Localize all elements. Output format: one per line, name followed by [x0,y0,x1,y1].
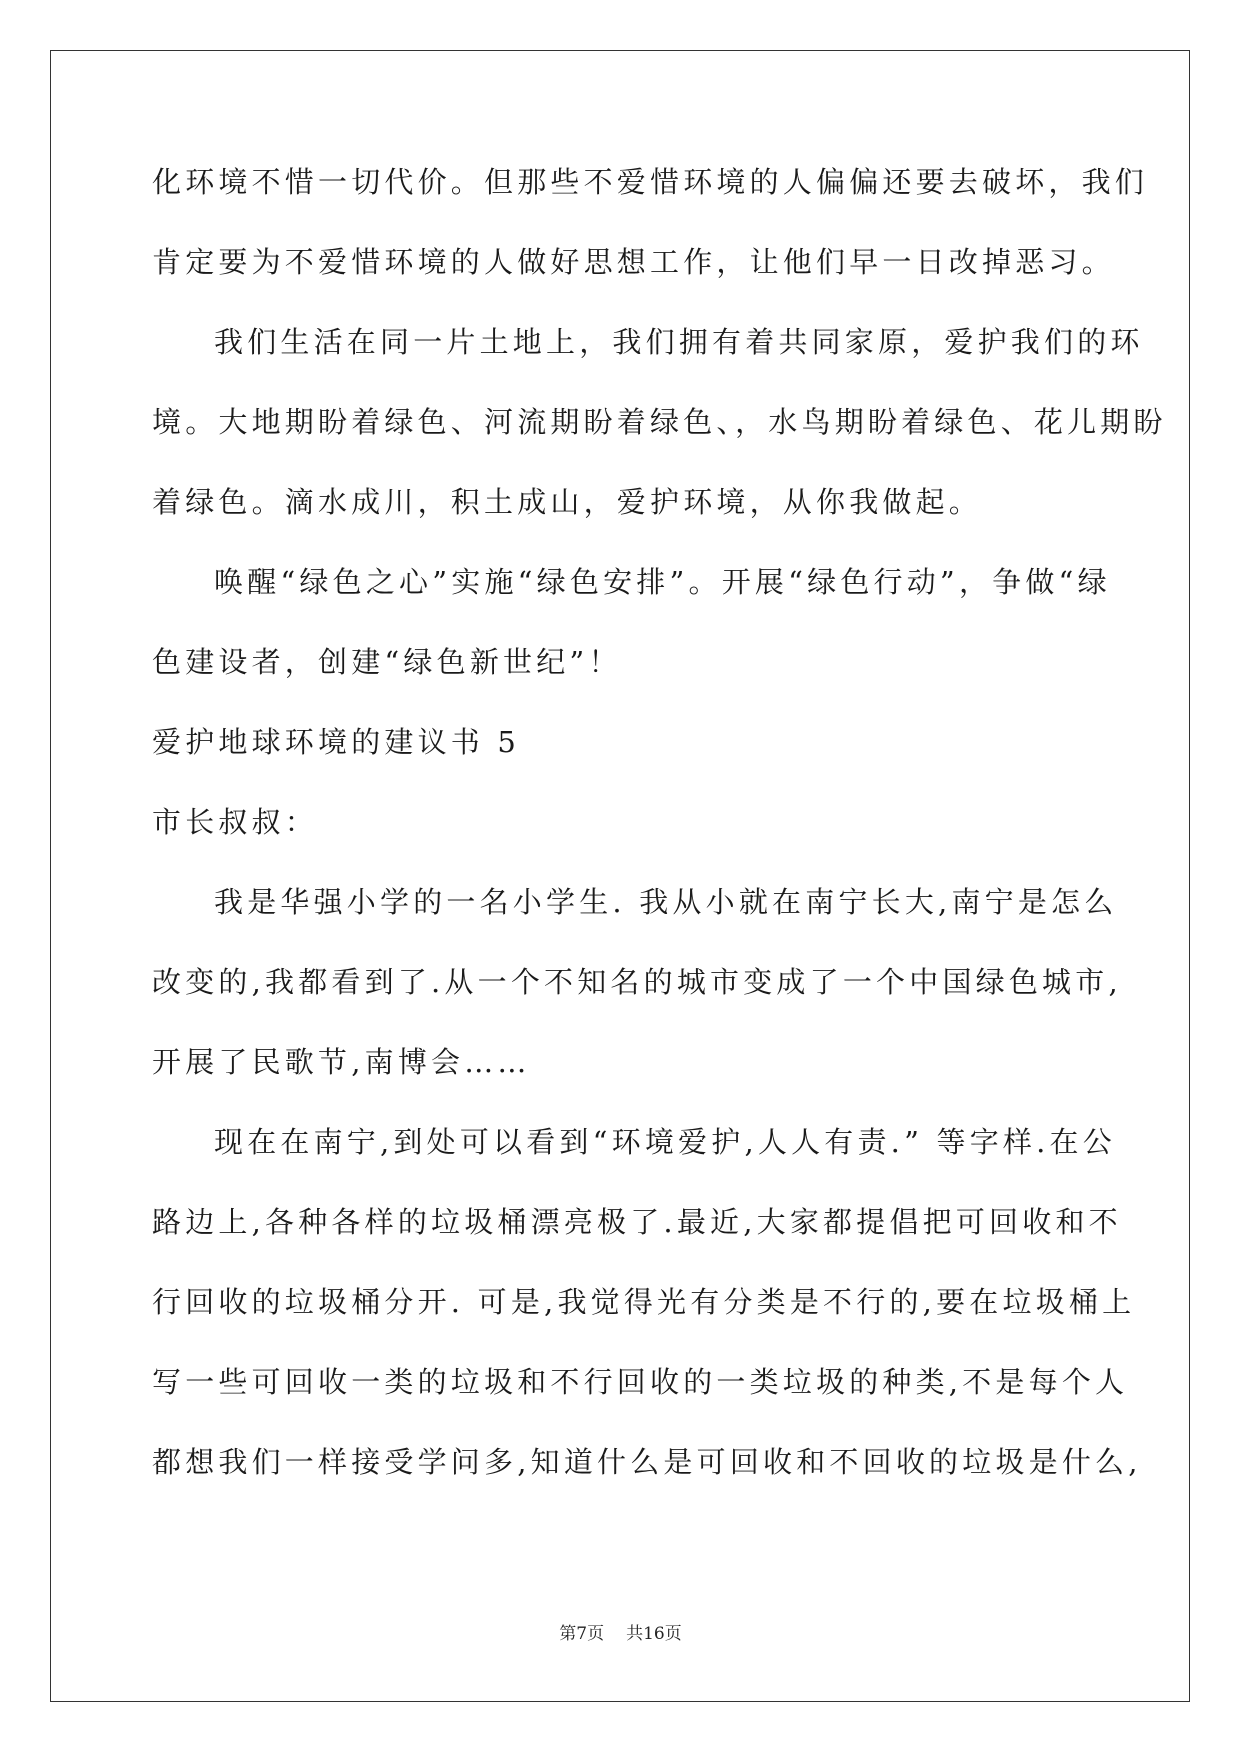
text-line: 色建设者，创建“绿色新世纪”！ [152,645,622,679]
page-number: 第7页 [559,1624,605,1644]
text-line: 境。大地期盼着绿色、河流期盼着绿色、，水鸟期盼着绿色、花儿期盼 [152,405,1167,439]
text-line: 行回收的垃圾桶分开. 可是,我觉得光有分类是不行的,要在垃圾桶上 [152,1285,1136,1319]
text-line: 路边上,各种各样的垃圾桶漂亮极了.最近,大家都提倡把可回收和不 [152,1205,1122,1239]
page-total: 共16页 [626,1624,682,1644]
text-line: 开展了民歌节,南博会…… [152,1045,531,1079]
text-line: 化环境不惜一切代价。但那些不爱惜环境的人偏偏还要去破坏，我们 [152,165,1149,199]
salutation: 市长叔叔： [152,805,319,839]
page-footer [0,1619,1241,1644]
text-line: 写一些可回收一类的垃圾和不行回收的一类垃圾的种类,不是每个人 [152,1365,1129,1399]
text-line: 着绿色。滴水成川，积土成山，爱护环境，从你我做起。 [152,485,983,519]
paragraph-start: 现在在南宁,到处可以看到“环境爱护,人人有责.” 等字样.在公 [214,1125,1116,1159]
paragraph-start: 我们生活在同一片土地上，我们拥有着共同家原，爱护我们的环 [214,325,1144,359]
text-line: 肯定要为不爱惜环境的人做好思想工作，让他们早一日改掉恶习。 [152,245,1115,279]
paragraph-start: 我是华强小学的一名小学生. 我从小就在南宁长大,南宁是怎么 [214,885,1118,919]
section-title: 爱护地球环境的建议书 5 [152,725,521,759]
text-line: 都想我们一样接受学问多,知道什么是可回收和不回收的垃圾是什么, [152,1445,1142,1479]
paragraph-start: 唤醒“绿色之心”实施“绿色安排”。开展“绿色行动”，争做“绿 [214,565,1111,599]
text-line: 改变的,我都看到了.从一个不知名的城市变成了一个中国绿色城市, [152,965,1122,999]
